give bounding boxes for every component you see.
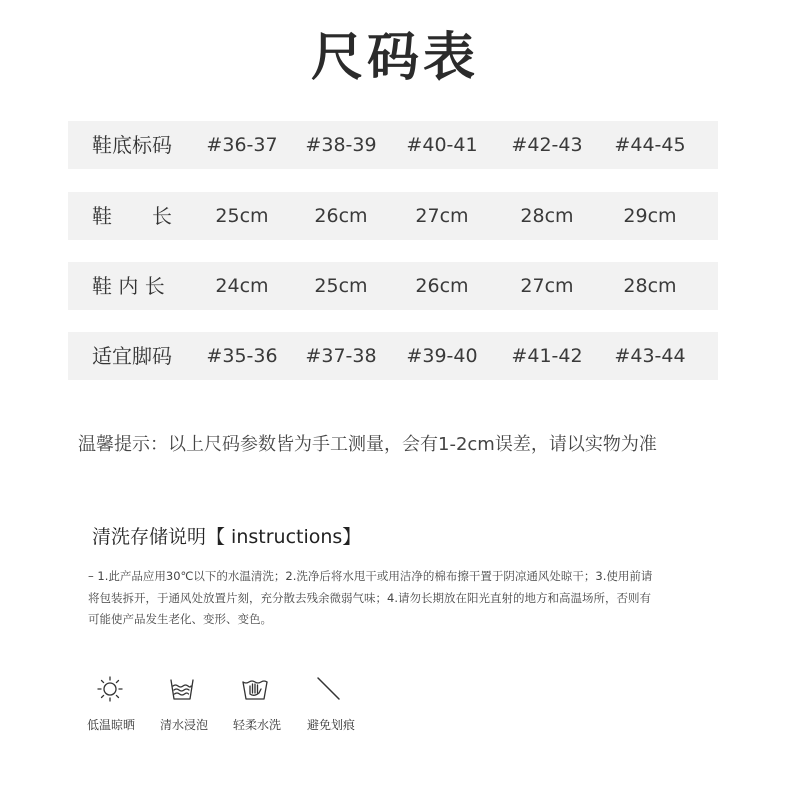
table-cell: #41-42 [511, 345, 583, 367]
table-cell: #44-45 [614, 134, 686, 156]
water-icon [167, 674, 197, 704]
page-title: 尺码表 [310, 28, 479, 88]
care-line: – 1.此产品应用30℃以下的水温清洗；2.洗净后将水甩干或用洁净的棉布擦干置于阴凉通风处晾干；3.使用前请 [88, 569, 653, 583]
table-cell: 26cm [415, 275, 469, 297]
icon-label: 低温晾晒 [86, 718, 136, 732]
table-cell: #42-43 [511, 134, 583, 156]
row-label: 适宜脚码 [92, 344, 172, 368]
row-label: 鞋 内 长 [92, 274, 165, 298]
table-cell: 28cm [520, 205, 574, 227]
hand-wash-icon [240, 674, 270, 704]
table-cell: #35-36 [206, 345, 278, 367]
measurement-tip: 温馨提示：以上尺码参数皆为手工测量，会有1-2cm误差，请以实物为准 [78, 434, 657, 455]
table-row [68, 262, 718, 310]
table-cell: 25cm [215, 205, 269, 227]
table-cell: #43-44 [614, 345, 686, 367]
icon-label: 轻柔水洗 [232, 718, 282, 732]
table-cell: 24cm [215, 275, 269, 297]
table-row [68, 121, 718, 169]
care-line: 将包装拆开，于通风处放置片刻，充分散去残余微弱气味；4.请勿长期放在阳光直射的地方和高温场所，否则有 [88, 590, 651, 605]
care-instructions-text [88, 566, 728, 631]
care-instructions-title: 清洗存储说明【 instructions】 [92, 526, 362, 548]
table-row [68, 332, 718, 380]
table-cell: 27cm [520, 275, 574, 297]
table-cell: 25cm [314, 275, 368, 297]
icon-label: 清水浸泡 [159, 718, 209, 732]
slash-icon [313, 674, 343, 704]
table-cell: 27cm [415, 205, 469, 227]
table-cell: 29cm [623, 205, 677, 227]
table-cell: #38-39 [305, 134, 377, 156]
table-cell: 28cm [623, 275, 677, 297]
care-line: 可能使产品发生老化、变形、变色。 [88, 612, 272, 626]
table-cell: 26cm [314, 205, 368, 227]
table-cell: #36-37 [206, 134, 278, 156]
table-cell: #37-38 [305, 345, 377, 367]
table-cell: #40-41 [406, 134, 478, 156]
row-label: 鞋 长 [92, 204, 172, 228]
row-label: 鞋底标码 [92, 133, 172, 157]
table-row [68, 192, 718, 240]
sun-icon [95, 674, 125, 704]
table-cell: #39-40 [406, 345, 478, 367]
icon-label: 避免划痕 [306, 718, 356, 732]
